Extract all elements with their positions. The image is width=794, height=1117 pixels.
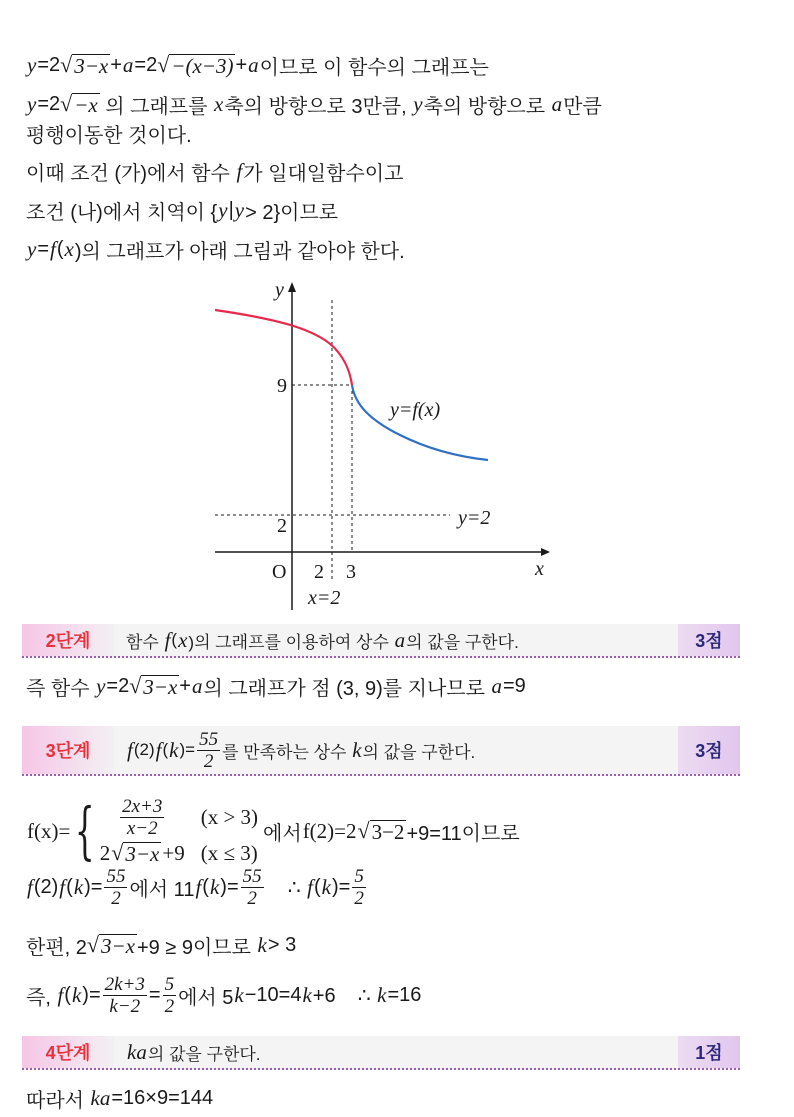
text-segment: =	[37, 53, 50, 76]
math-variable: a	[122, 52, 134, 77]
math-variable: y	[27, 236, 37, 261]
square-root	[60, 51, 110, 78]
step-label: 4단계	[22, 1036, 114, 1068]
text-segment: =16	[387, 983, 422, 1006]
text-segment: (	[171, 630, 178, 649]
solution-line	[26, 930, 296, 960]
radicand: −(x−3)	[171, 53, 234, 78]
square-root	[86, 931, 137, 958]
text-segment: 2	[49, 53, 61, 76]
text-segment: −10=4	[244, 983, 302, 1006]
case1-condition: (x > 3)	[200, 805, 259, 829]
left-branch-curve	[215, 310, 352, 385]
text-segment: 의 그래프가 점 (3, 9)를 지나므로	[203, 677, 491, 700]
math-variable: a	[191, 673, 203, 698]
asymptote-label: y=2	[458, 507, 491, 529]
text-segment: 에서 5	[178, 986, 234, 1009]
text-segment: 즉 함수	[26, 677, 96, 700]
step-label: 3단계	[22, 726, 114, 774]
text-segment: |	[228, 198, 234, 221]
case2-coef: 2	[99, 841, 111, 865]
math-variable: a	[394, 627, 406, 652]
text-segment: +6 ∴	[312, 984, 377, 1007]
text-segment: =	[148, 983, 161, 1006]
text-segment: 만큼	[563, 95, 602, 118]
text-segment: (2)	[133, 740, 155, 759]
solution-line	[26, 195, 338, 225]
fraction	[103, 974, 147, 1017]
piecewise-definition: f(x)= { $\frac{2x+3}{x-2}$ (x > 3) 2 √ 3−x +9 (x ≤ 3) 에서 f(2)=2 √ 3−2 +9=11이므로	[27, 794, 520, 867]
f2-expr: f(2)=2	[302, 818, 357, 843]
solution-line	[26, 970, 421, 1020]
math-variable: a	[551, 91, 563, 116]
math-variable: ka	[127, 1039, 147, 1064]
fraction	[241, 866, 264, 909]
step-description	[114, 1040, 678, 1065]
math-variable: f	[195, 874, 202, 899]
case1-denominator: x−2	[126, 818, 158, 839]
math-variable: x	[214, 91, 224, 116]
right-branch-curve	[352, 385, 488, 460]
math-variable: k	[352, 737, 362, 762]
text-segment: 의 값을 구한다.	[362, 742, 476, 762]
radical-sign-icon: √	[129, 672, 142, 698]
numerator: 5	[354, 865, 364, 887]
text-segment: 2	[146, 53, 158, 76]
function-graph	[0, 270, 794, 620]
math-variable: y	[96, 673, 106, 698]
math-variable: k	[302, 982, 312, 1007]
text-segment: +9 ≥ 9이므로	[136, 936, 257, 959]
math-variable: f	[59, 874, 66, 899]
curve-label: y=f(x)	[390, 399, 441, 421]
denominator: 2	[164, 995, 175, 1017]
fraction	[104, 866, 127, 909]
brace: {	[75, 794, 95, 867]
y-axis-label: y	[275, 279, 284, 301]
step-header	[22, 624, 740, 658]
text-segment: (	[66, 875, 73, 898]
denominator: 2	[354, 887, 364, 909]
math-variable: k	[209, 874, 220, 899]
text-segment: )의 그래프가 아래 그림과 같아야 한다.	[74, 240, 405, 263]
text-segment: > 2}이므로	[245, 201, 339, 224]
solution-line	[26, 862, 368, 912]
text-segment: +	[110, 53, 122, 76]
radicand: 3−x	[143, 674, 178, 699]
y-axis-arrow-icon	[288, 282, 296, 292]
math-variable: a	[491, 673, 502, 698]
text-segment: )=	[220, 875, 239, 898]
square-root	[60, 90, 100, 117]
step-description	[114, 729, 678, 772]
radical-sign-icon: √	[60, 90, 73, 116]
radical-sign-icon: √	[86, 931, 99, 957]
tick-y9: 9	[277, 375, 287, 397]
text-segment: 의 그래프를	[99, 95, 213, 118]
radical-sign-icon: √	[60, 51, 73, 77]
text-segment: )의 그래프를 이용하여 상수	[188, 632, 394, 652]
math-variable: k	[234, 982, 244, 1007]
text-segment: 의 값을 구한다.	[147, 1044, 261, 1064]
denominator: k−2	[109, 995, 141, 1017]
math-variable: f	[164, 627, 171, 652]
math-variable: f	[57, 982, 64, 1007]
f2-result: +9=11이므로	[406, 822, 520, 845]
numerator: 55	[242, 865, 262, 887]
text-segment: )=	[82, 983, 101, 1006]
fraction	[197, 729, 220, 772]
text-segment: 2	[118, 674, 130, 697]
case2-post: +9	[162, 841, 185, 865]
vline-label: x=2	[308, 587, 341, 609]
tick-x3: 3	[346, 561, 356, 583]
numerator: 55	[199, 728, 219, 750]
radicand: 3−x	[74, 53, 109, 78]
solution-line	[26, 234, 405, 264]
math-variable: f	[50, 236, 56, 261]
text-segment: +	[179, 674, 191, 697]
text-segment: 축의 방향으로	[423, 95, 551, 118]
math-variable: k	[73, 874, 84, 899]
math-variable: y	[218, 197, 228, 222]
square-root	[129, 672, 179, 699]
step-header	[22, 726, 740, 776]
text-segment: 축의 방향으로 3만큼,	[224, 95, 413, 118]
math-variable: f	[155, 737, 162, 762]
fraction	[352, 866, 366, 909]
tick-x2: 2	[314, 561, 324, 583]
text-segment: =	[134, 53, 147, 76]
step-points: 3점	[678, 726, 740, 774]
x-axis-arrow-icon	[541, 548, 550, 556]
math-variable: f	[127, 737, 133, 762]
case2-condition: (x ≤ 3)	[200, 841, 258, 865]
origin-label: O	[272, 561, 287, 583]
math-variable: f	[27, 874, 33, 899]
math-variable: a	[248, 52, 259, 77]
piecewise-lhs: f(x)=	[27, 818, 71, 843]
text-segment: ∴	[265, 876, 307, 899]
math-variable: x	[178, 627, 188, 652]
text-segment: 이때 조건 (가)에서 함수	[26, 162, 236, 185]
math-variable: y	[413, 91, 423, 116]
text-segment: )=	[179, 740, 196, 759]
text-segment: 가 일대일함수이고	[243, 162, 404, 185]
text-segment: (	[56, 237, 64, 260]
step-points: 1점	[678, 1036, 740, 1068]
math-variable: k	[169, 737, 179, 762]
text-segment: (	[202, 875, 209, 898]
text-segment: )=	[84, 875, 103, 898]
radicand: 3−x	[100, 933, 135, 958]
f2-radicand: 3−2	[371, 819, 405, 844]
math-variable: x	[64, 236, 74, 261]
case2-radicand: 3−x	[125, 842, 160, 866]
text-segment: 에서 11	[129, 878, 195, 901]
text-segment: 평행이동한 것이다.	[26, 124, 192, 147]
denominator: 2	[247, 887, 257, 909]
fraction	[163, 974, 177, 1017]
text-segment: 따라서	[26, 1089, 90, 1112]
step-label: 2단계	[22, 624, 114, 656]
numerator: 55	[106, 865, 126, 887]
text-segment: > 3	[267, 933, 297, 956]
solution-line	[26, 671, 526, 701]
solution-line	[26, 118, 192, 148]
text-segment: )=	[332, 875, 351, 898]
solution-line	[26, 1083, 213, 1113]
text-segment: =	[37, 237, 50, 260]
text-segment: 이므로 이 함수의 그래프는	[259, 56, 489, 79]
piecewise-connector: 에서	[263, 822, 302, 845]
square-root	[157, 51, 235, 78]
math-variable: k	[321, 874, 331, 899]
text-segment: 를 만족하는 상수	[222, 742, 352, 762]
radical-sign-icon: √	[157, 51, 170, 77]
math-variable: f	[307, 874, 313, 899]
solution-line	[26, 156, 403, 186]
text-segment: +	[235, 53, 248, 76]
text-segment: (	[64, 983, 71, 1006]
denominator: 2	[111, 887, 121, 909]
text-segment: =9	[502, 674, 526, 697]
tick-y2: 2	[277, 515, 287, 537]
math-variable: y	[27, 52, 37, 77]
math-variable: y	[234, 197, 245, 222]
text-segment: (2)	[33, 875, 59, 898]
text-segment: =	[106, 674, 119, 697]
text-segment: 조건 (나)에서 치역이 {	[26, 201, 218, 224]
step-header	[22, 1036, 740, 1070]
step-description	[114, 628, 678, 653]
math-variable: k	[377, 982, 387, 1007]
text-segment: (	[314, 875, 321, 898]
text-segment: 함수	[126, 632, 164, 652]
text-segment: (	[162, 740, 169, 759]
math-variable: ka	[90, 1085, 111, 1110]
math-variable: k	[257, 932, 267, 957]
text-segment: 즉,	[26, 986, 57, 1009]
step-points: 3점	[678, 624, 740, 656]
text-segment: =16×9=144	[111, 1086, 214, 1109]
solution-line	[26, 50, 489, 80]
text-segment: 의 값을 구한다.	[406, 632, 519, 652]
math-variable: k	[71, 982, 82, 1007]
case1-numerator: 2x+3	[122, 796, 163, 817]
text-segment: 한편, 2	[26, 936, 87, 959]
denominator: 2	[203, 750, 214, 772]
radicand: −x	[74, 92, 98, 117]
text-segment: =	[37, 92, 50, 115]
solution-line	[26, 89, 602, 119]
x-axis-label: x	[535, 558, 544, 580]
math-variable: f	[236, 158, 243, 183]
numerator: 5	[164, 973, 175, 995]
text-segment: 2	[49, 92, 61, 115]
numerator: 2k+3	[104, 973, 145, 995]
math-variable: y	[27, 91, 37, 116]
